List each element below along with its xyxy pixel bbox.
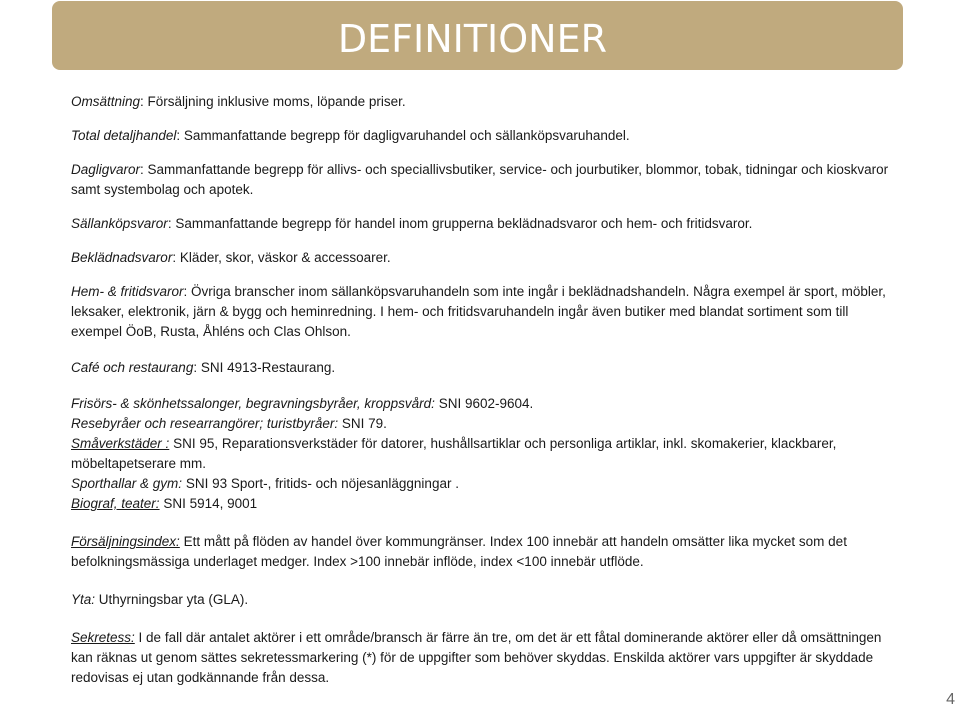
definition-term: Hem- & fritidsvaror [71, 284, 184, 299]
definition-term: Total detaljhandel [71, 128, 177, 143]
definition-sallankopsvaror: Sällanköpsvaror: Sammanfattande begrepp för handel inom grupperna beklädnadsvaror och hem- och fritidsvaror. [71, 216, 753, 231]
definition-hem-fritidsvaror: Hem- & fritidsvaror: Övriga branscher inom sällanköpsvaruhandeln som inte ingår i beklädnadshandeln. Några exempel är sport, möbler, leksaker, elektronik, järn & bygg och heminredning. I hem- och fritidsvaruhandeln ingår även butiker med blandat sortiment som till exempel ÖoB, Rusta, Åhléns och Clas Ohlson. [71, 284, 886, 339]
definition-text: Sammanfattande begrepp för allivs- och speciallivsbutiker, service- och jourbutiker, blommor, tobak, tidningar och kioskvaror samt systembolag och apotek. [71, 162, 889, 197]
definition-text: SNI 5914, 9001 [163, 496, 258, 511]
definition-term: Sekretess: [71, 630, 135, 645]
definition-term: Biograf, teater: [71, 496, 160, 511]
definition-term: Sällanköpsvaror [71, 216, 168, 231]
definition-forsaljningsindex [71, 532, 901, 572]
definition-term: Yta: [71, 592, 96, 607]
page-number: 4 [946, 691, 955, 708]
definition-term: Beklädnadsvaror [71, 250, 173, 265]
definition-text: SNI 93 Sport-, fritids- och nöjesanläggningar . [185, 476, 459, 491]
definition-resebyraer [71, 414, 901, 434]
definition-term: Försäljningsindex: [71, 534, 180, 549]
definition-text: Sammanfattande begrepp för dagligvaruhandel och sällanköpsvaruhandel. [183, 128, 630, 143]
definition-text: Ett mått på flöden av handel över kommungränser. Index 100 innebär att handeln omsätter lika mycket som det befolkningsmässiga underlaget medger. Index >100 innebär inflöde, index <100 innebär utflöde. [71, 534, 847, 569]
definition-term: Resebyråer och researrangörer; turistbyråer: [71, 416, 339, 431]
definition-text: SNI 79. [341, 416, 387, 431]
definitions-list [71, 92, 901, 688]
definition-bekladnadsvaror: Beklädnadsvaror: Kläder, skor, väskor & accessoarer. [71, 250, 391, 265]
definition-yta [71, 590, 901, 610]
definition-sporthallar [71, 474, 901, 494]
definition-biograf [71, 494, 901, 514]
definition-cafe-restaurang: Café och restaurang: SNI 4913-Restaurang. [71, 360, 336, 375]
definition-dagligvaror: Dagligvaror: Sammanfattande begrepp för allivs- och speciallivsbutiker, service- och jourbutiker, blommor, tobak, tidningar och kioskvaror samt systembolag och apotek. [71, 162, 889, 197]
definition-text: SNI 9602-9604. [438, 396, 534, 411]
definition-term: Småverkstäder : [71, 436, 170, 451]
definition-sekretess [71, 628, 901, 688]
definition-term: Café och restaurang [71, 360, 194, 375]
definition-text: Uthyrningsbar yta (GLA). [98, 592, 249, 607]
definition-omsattning: Omsättning: Försäljning inklusive moms, löpande priser. [71, 94, 406, 109]
definition-text: Sammanfattande begrepp för handel inom grupperna beklädnadsvaror och hem- och fritidsvaror. [175, 216, 753, 231]
definition-text: Kläder, skor, väskor & accessoarer. [179, 250, 391, 265]
header-bar [52, 1, 903, 70]
definition-text: I de fall där antalet aktörer i ett område/bransch är färre än tre, om det är ett fåtal dominerande aktörer eller då omsättningen kan räknas ut genom sättes sekretessmarkering (*) för de uppgifter som behöver skyddas. Enskilda aktörer vars uppgifter är skyddade redovisas ej utan godkännande från dessa. [71, 630, 882, 685]
page-title: DEFINITIONER [337, 17, 607, 61]
definition-term: Sporthallar & gym: [71, 476, 183, 491]
definition-frisor [71, 394, 901, 414]
definition-text: Övriga branscher inom sällanköpsvaruhandeln som inte ingår i beklädnadshandeln. Några exempel är sport, möbler, leksaker, elektronik, järn & bygg och heminredning. I hem- och fritidsvaruhandeln ingår även butiker med blandat sortiment som till exempel ÖoB, Rusta, Åhléns och Clas Ohlson. [71, 284, 886, 339]
definition-term: Dagligvaror [71, 162, 141, 177]
definition-total-detaljhandel: Total detaljhandel: Sammanfattande begrepp för dagligvaruhandel och sällanköpsvaruhandel. [71, 128, 630, 143]
definition-term: Omsättning [71, 94, 141, 109]
definition-text: Försäljning inklusive moms, löpande priser. [147, 94, 406, 109]
definition-text: SNI 4913-Restaurang. [200, 360, 336, 375]
definition-term: Frisörs- & skönhetssalonger, begravningsbyråer, kroppsvård: [71, 396, 435, 411]
definition-text: SNI 95, Reparationsverkstäder för datorer, hushållsartiklar och personliga artiklar, inkl. skomakerier, klackbarer, möbeltapetserare mm. [71, 436, 837, 471]
definition-smaverkstader [71, 434, 901, 474]
